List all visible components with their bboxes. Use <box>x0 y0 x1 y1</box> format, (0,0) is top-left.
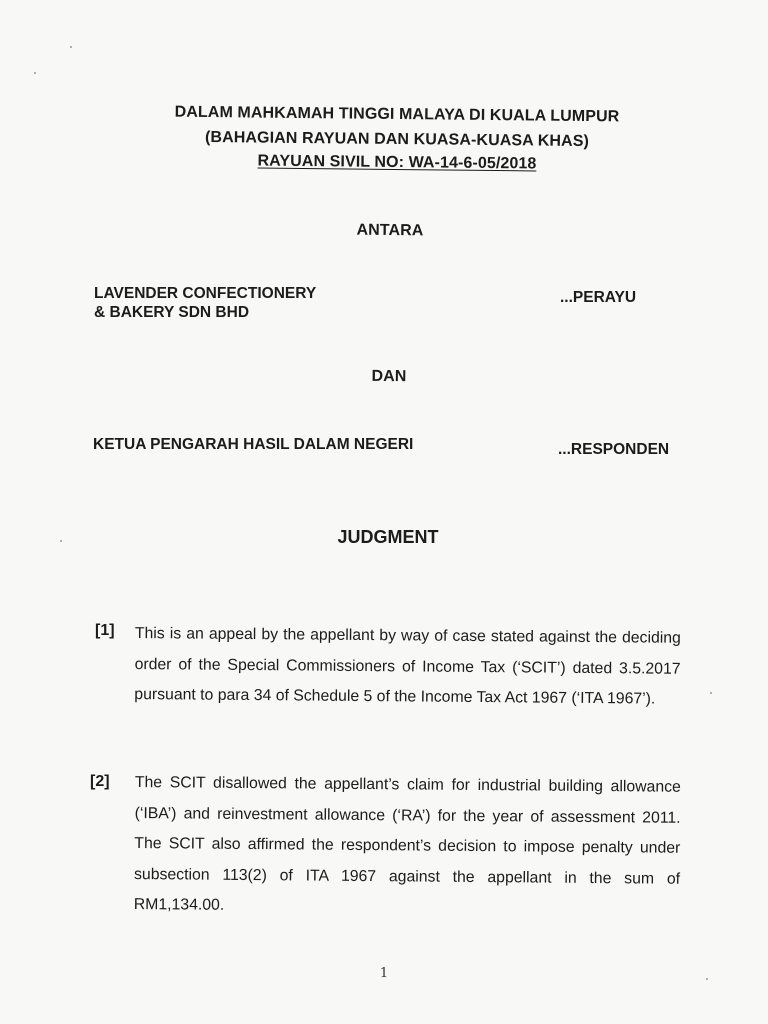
paragraph-2-text: The SCIT disallowed the appellant’s claim for industrial building allowance (‘IBA’) and reinvestment allowance (‘RA’) for the year of assessment 2011. The SCIT also affirmed the respondent’s decision to impose penalty under subsection 113(2) of ITA 1967 against the appellant in the sum of RM1,134.00. <box>133 773 681 914</box>
court-name-line: DALAM MAHKAMAH TINGGI MALAYA DI KUALA LUMPUR <box>174 103 620 126</box>
case-number: RAYUAN SIVIL NO: WA-14-6-05/2018 <box>257 152 537 173</box>
paragraph-1-text: This is an appeal by the appellant by way of case stated against the deciding order of the Special Commissioners of Income Tax (‘SCIT’) dated 3.5.2017 pursuant to para 34 of Schedule 5 of the Income Tax Act 1967 (‘ITA 1967’). <box>134 624 681 708</box>
appellant-name <box>94 284 316 322</box>
scan-speck <box>70 46 72 48</box>
paragraph-2-number: [2] <box>90 773 110 790</box>
and-label: DAN <box>371 367 407 386</box>
appellant-name-line2: & BAKERY SDN BHD <box>94 304 250 321</box>
scan-speck <box>34 72 36 74</box>
court-division-line: (BAHAGIAN RAYUAN DAN KUASA-KUASA KHAS) <box>204 128 590 151</box>
between-label: ANTARA <box>356 221 424 240</box>
respondent-name: KETUA PENGARAH HASIL DALAM NEGERI <box>93 436 414 453</box>
judgment-title: JUDGMENT <box>337 527 439 547</box>
scan-speck <box>710 692 712 694</box>
paragraph-1-number: [1] <box>95 622 115 639</box>
appellant-role: ...PERAYU <box>560 289 637 306</box>
respondent-role: ...RESPONDEN <box>558 441 670 458</box>
page-number: 1 <box>379 966 389 981</box>
appellant-name-line1: LAVENDER CONFECTIONERY <box>94 285 317 302</box>
